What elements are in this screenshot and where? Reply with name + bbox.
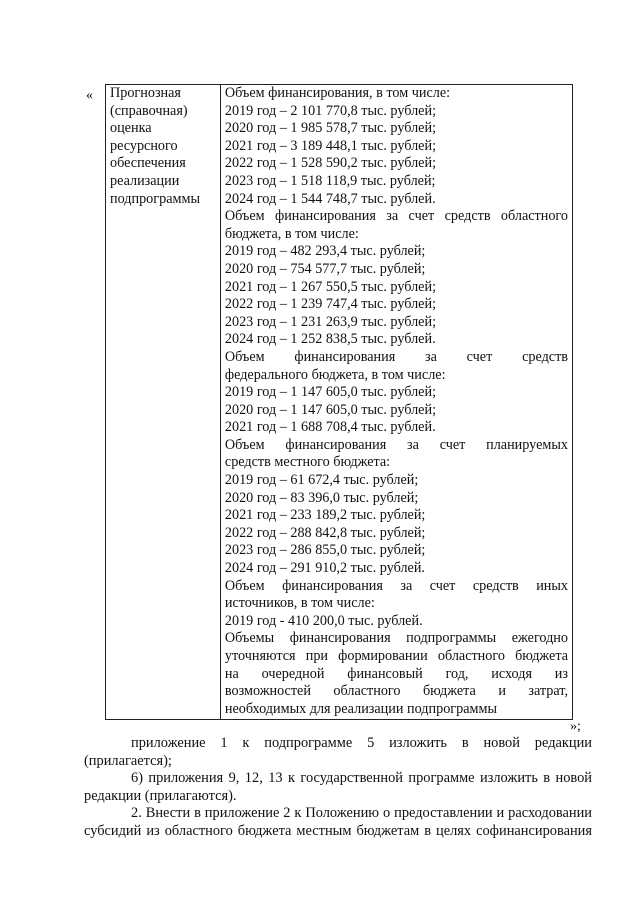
- closing-quote: »;: [570, 719, 581, 734]
- financing-details-cell: [220, 85, 572, 720]
- financing-line: Объем финансирования за счет средств: [224, 348, 568, 365]
- financing-line: 2024 год – 1 252 838,5 тыс. рублей.: [224, 331, 436, 348]
- financing-line: 2019 год - 410 200,0 тыс. рублей.: [224, 612, 423, 629]
- financing-line: Объем финансирования за счет планируемых: [224, 436, 568, 453]
- opening-quote: «: [86, 88, 93, 103]
- label-line: ресурсного: [110, 137, 178, 154]
- table-row: [106, 85, 573, 720]
- financing-line: на очередной финансовый год, исходя из: [224, 665, 568, 682]
- financing-line: 2019 год – 1 147 605,0 тыс. рублей;: [224, 384, 437, 401]
- financing-line: необходимых для реализации подпрограммы: [224, 700, 497, 717]
- paragraph-line: (прилагается);: [84, 752, 172, 769]
- financing-line: 2020 год – 754 577,7 тыс. рублей;: [224, 260, 426, 277]
- financing-line: 2021 год – 1 688 708,4 тыс. рублей.: [224, 419, 436, 436]
- financing-line: Объем финансирования за счет средств иных: [224, 577, 568, 594]
- label-line: Прогнозная: [110, 85, 181, 101]
- paragraph-line: приложение 1 к подпрограмме 5 изложить в новой редакции: [131, 735, 592, 751]
- paragraph-line: 2. Внести в приложение 2 к Положению о предоставлении и расходовании: [131, 805, 592, 822]
- financing-line: 2022 год – 288 842,8 тыс. рублей;: [224, 524, 426, 541]
- financing-line: Объем финансирования за счет средств областного: [224, 208, 568, 225]
- financing-line: бюджета, в том числе:: [224, 225, 359, 242]
- paragraph-line: субсидий из областного бюджета местным бюджетам в целях софинансирования: [84, 822, 592, 839]
- financing-line: возможностей областного бюджета и затрат,: [224, 683, 568, 700]
- financing-line: 2021 год – 1 267 550,5 тыс. рублей;: [224, 278, 437, 295]
- label-line: (справочная): [110, 102, 188, 119]
- financing-line: 2023 год – 1 231 263,9 тыс. рублей;: [224, 313, 437, 330]
- financing-line: 2021 год – 3 189 448,1 тыс. рублей;: [224, 137, 437, 154]
- financing-line: 2020 год – 1 985 578,7 тыс. рублей;: [224, 120, 437, 137]
- row-label-cell: [106, 85, 221, 720]
- financing-line: 2023 год – 1 518 118,9 тыс. рублей;: [224, 172, 436, 189]
- financing-line: 2024 год – 291 910,2 тыс. рублей.: [224, 560, 425, 577]
- label-line: подпрограммы: [110, 190, 200, 207]
- label-line: обеспечения: [110, 155, 186, 172]
- financing-line: уточняются при формировании областного бюджета: [224, 648, 568, 664]
- financing-line: Объем финансирования, в том числе:: [224, 85, 451, 101]
- financing-line: средств местного бюджета:: [224, 454, 391, 471]
- paragraph-line: редакции (прилагаются).: [84, 787, 237, 804]
- subprogram-passport-table: [105, 84, 573, 720]
- financing-line: 2019 год – 482 293,4 тыс. рублей;: [224, 243, 426, 260]
- label-line: оценка: [110, 120, 152, 137]
- financing-line: Объемы финансирования подпрограммы ежегодно: [224, 630, 568, 647]
- financing-line: 2020 год – 1 147 605,0 тыс. рублей;: [224, 401, 437, 418]
- paragraph-line: 6) приложения 9, 12, 13 к государственной программе изложить в новой: [131, 770, 592, 787]
- body-text: [84, 735, 592, 841]
- label-line: реализации: [110, 172, 180, 189]
- financing-line: 2024 год – 1 544 748,7 тыс. рублей.: [224, 190, 436, 207]
- financing-line: 2019 год – 61 672,4 тыс. рублей;: [224, 472, 419, 489]
- financing-line: 2019 год – 2 101 770,8 тыс. рублей;: [224, 102, 437, 119]
- financing-line: 2022 год – 1 528 590,2 тыс. рублей;: [224, 155, 437, 172]
- financing-line: 2023 год – 286 855,0 тыс. рублей;: [224, 542, 426, 559]
- financing-line: 2022 год – 1 239 747,4 тыс. рублей;: [224, 296, 437, 313]
- financing-line: федерального бюджета, в том числе:: [224, 366, 446, 383]
- financing-line: 2021 год – 233 189,2 тыс. рублей;: [224, 507, 426, 524]
- financing-line: 2020 год – 83 396,0 тыс. рублей;: [224, 489, 419, 506]
- financing-line: источников, в том числе:: [224, 595, 375, 612]
